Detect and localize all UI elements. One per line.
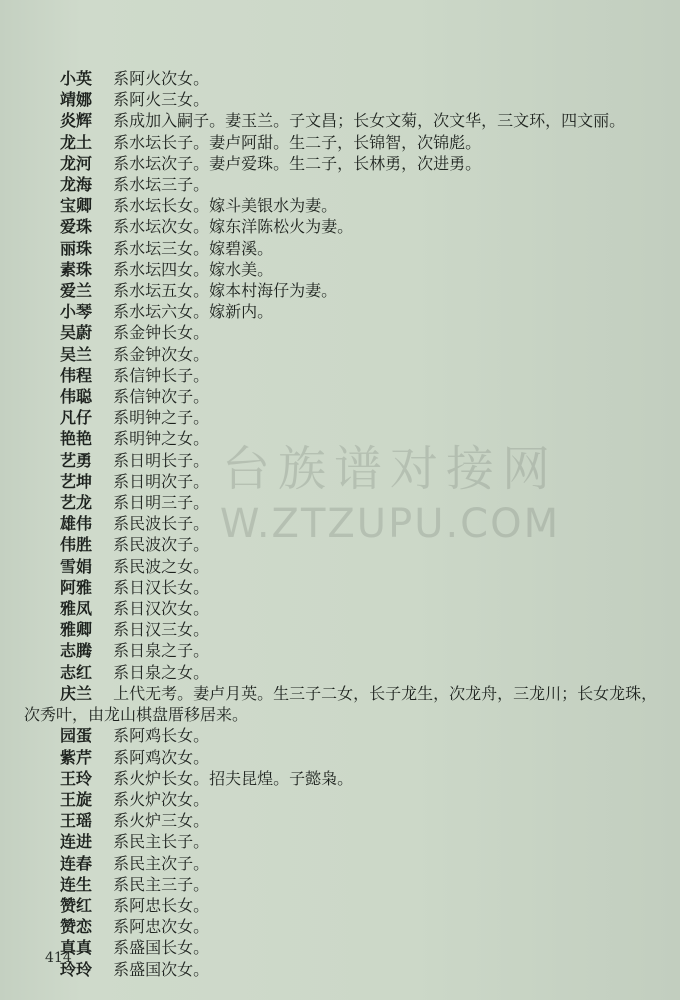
entry-text: 系明钟之女。 (113, 429, 210, 449)
genealogy-entry (24, 492, 660, 513)
genealogy-entry (24, 301, 660, 322)
entry-text: 系日汉次女。 (113, 599, 210, 619)
entry-text: 系民波之女。 (113, 556, 210, 576)
entry-text: 系民主三子。 (113, 874, 210, 894)
genealogy-entry (24, 195, 660, 216)
genealogy-entry (24, 895, 660, 916)
entry-text: 系民主长子。 (113, 832, 210, 852)
entry-text: 系日泉之女。 (113, 662, 210, 682)
genealogy-entry (24, 428, 660, 449)
entry-text: 系明钟之子。 (113, 408, 210, 428)
entry-name: 靖娜 (60, 90, 93, 110)
entry-name: 赞恋 (60, 917, 93, 937)
entry-text: 系民波长子。 (113, 514, 210, 534)
genealogy-entry (24, 874, 660, 895)
watermark-chinese: 台族谱对接网 (221, 441, 558, 497)
entry-name: 王瑶 (60, 811, 93, 831)
entry-text: 系盛国次女。 (113, 959, 210, 979)
genealogy-entry (24, 534, 660, 555)
genealogy-entry (24, 959, 660, 980)
entry-text: 系阿忠次女。 (113, 917, 210, 937)
entry-name: 雄伟 (60, 514, 93, 534)
entry-text: 系水坛次子。妻卢爱珠。生二子，长林勇，次进勇。 (113, 153, 482, 173)
entry-name: 志腾 (60, 641, 93, 661)
genealogy-entry (24, 450, 660, 471)
entry-text: 系水坛五女。嫁本村海仔为妻。 (113, 281, 338, 301)
entry-text: 系阿火三女。 (113, 90, 210, 110)
genealogy-entry (24, 471, 660, 492)
entry-text: 系火炉长女。招夫昆煌。子懿枭。 (113, 768, 354, 788)
entry-name: 爱珠 (60, 217, 93, 237)
entry-name: 伟程 (60, 365, 93, 385)
entry-name: 丽珠 (60, 238, 93, 258)
entry-name: 王旋 (60, 789, 93, 809)
genealogy-entry (24, 619, 660, 640)
entry-name: 志红 (60, 662, 93, 682)
genealogy-entry (24, 747, 660, 768)
genealogy-entry (24, 937, 660, 958)
entry-text: 系信钟次子。 (113, 387, 210, 407)
entry-text: 系日明长子。 (113, 450, 210, 470)
entry-name: 连生 (60, 874, 93, 894)
entry-text: 系阿忠长女。 (113, 895, 210, 915)
genealogy-entry (24, 238, 660, 259)
entry-name: 艳艳 (60, 429, 93, 449)
entry-text: 系民主次子。 (113, 853, 210, 873)
entry-name: 庆兰 (60, 683, 93, 703)
genealogy-entry (24, 768, 660, 789)
entry-name: 雅卿 (60, 620, 93, 640)
entry-name: 真真 (60, 938, 93, 958)
entry-name: 素珠 (60, 259, 93, 279)
entry-name: 小琴 (60, 302, 93, 322)
entry-name: 凡仔 (60, 408, 93, 428)
genealogy-entry (24, 513, 660, 534)
genealogy-entry (24, 810, 660, 831)
entry-text: 系民波次子。 (113, 535, 210, 555)
entry-name: 艺勇 (60, 450, 93, 470)
entry-text: 系阿鸡长女。 (113, 726, 210, 746)
entry-name: 龙河 (60, 153, 93, 173)
genealogy-entry (24, 365, 660, 386)
entry-text: 系金钟次女。 (113, 344, 210, 364)
entry-text: 系盛国长女。 (113, 938, 210, 958)
entry-name: 雪娟 (60, 556, 93, 576)
entry-name: 连进 (60, 832, 93, 852)
genealogy-entry (24, 153, 660, 174)
entry-text: 系火炉次女。 (113, 789, 210, 809)
genealogy-entry (24, 110, 660, 131)
entry-name: 小英 (60, 69, 93, 88)
genealogy-entry (24, 386, 660, 407)
entry-text: 系水坛四女。嫁水美。 (113, 259, 274, 279)
genealogy-entry (24, 598, 660, 619)
entry-name: 伟聪 (60, 387, 93, 407)
genealogy-entry (24, 322, 660, 343)
entry-name: 伟胜 (60, 535, 93, 555)
entry-text: 系水坛三女。嫁碧溪。 (113, 238, 274, 258)
genealogy-entry (24, 640, 660, 661)
entry-text: 系水坛次女。嫁东洋陈松火为妻。 (113, 217, 354, 237)
genealogy-entry (24, 344, 660, 365)
entry-text: 系水坛长子。妻卢阿甜。生二子，长锦智，次锦彪。 (113, 132, 482, 152)
watermark-url: W.ZTZUPU.COM (219, 501, 561, 547)
genealogy-entry (24, 556, 660, 577)
genealogy-entry (24, 853, 660, 874)
entry-name: 龙土 (60, 132, 93, 152)
entry-text: 系日明三子。 (113, 493, 210, 513)
entry-name: 紫芹 (60, 747, 93, 767)
entry-list (24, 68, 660, 980)
genealogy-entry (24, 407, 660, 428)
entry-text: 系阿火次女。 (113, 69, 210, 88)
genealogy-entry (24, 68, 660, 89)
genealogy-entry (24, 216, 660, 237)
entry-text: 系信钟长子。 (113, 365, 210, 385)
entry-name: 艺坤 (60, 471, 93, 491)
entry-text: 系水坛六女。嫁新内。 (113, 302, 274, 322)
entry-text: 系水坛三子。 (113, 175, 210, 195)
entry-text: 上代无考。妻卢月英。生三子二女，长子龙生，次龙舟，三龙川；长女龙珠，次秀叶，由龙山棋盘厝移居来。 (24, 683, 658, 725)
entry-name: 吴蔚 (60, 323, 93, 343)
entry-name: 宝卿 (60, 196, 93, 216)
genealogy-entry (24, 789, 660, 810)
genealogy-entry (24, 662, 660, 683)
genealogy-entry (24, 174, 660, 195)
entry-name: 玲玲 (60, 959, 93, 979)
entry-text: 系日明次子。 (113, 471, 210, 491)
genealogy-entry (24, 280, 660, 301)
entry-name: 阿雅 (60, 577, 93, 597)
entry-text: 系日汉长女。 (113, 577, 210, 597)
page-number: 414 (45, 950, 72, 966)
entry-text: 系水坛长女。嫁斗美银水为妻。 (113, 196, 338, 216)
genealogy-entry (24, 577, 660, 598)
entry-name: 炎辉 (60, 111, 93, 131)
entry-name: 龙海 (60, 175, 93, 195)
entry-name: 吴兰 (60, 344, 93, 364)
genealogy-entry (24, 725, 660, 746)
entry-text: 系成加入嗣子。妻玉兰。子文昌；长女文菊，次文华，三文环，四文丽。 (113, 111, 626, 131)
entry-text: 系火炉三女。 (113, 811, 210, 831)
entry-text: 系日汉三女。 (113, 620, 210, 640)
genealogy-entry (24, 132, 660, 153)
entry-name: 艺龙 (60, 493, 93, 513)
entry-name: 赞红 (60, 895, 93, 915)
entry-name: 雅凤 (60, 599, 93, 619)
genealogy-entry (24, 259, 660, 280)
genealogy-entry (24, 831, 660, 852)
entry-text: 系阿鸡次女。 (113, 747, 210, 767)
genealogy-entry (24, 683, 660, 725)
entry-name: 连春 (60, 853, 93, 873)
entry-name: 爱兰 (60, 281, 93, 301)
entry-name: 园蛋 (60, 726, 93, 746)
entry-text: 系日泉之子。 (113, 641, 210, 661)
genealogy-entry (24, 916, 660, 937)
entry-text: 系金钟长女。 (113, 323, 210, 343)
genealogy-entry (24, 89, 660, 110)
entry-name: 王玲 (60, 768, 93, 788)
